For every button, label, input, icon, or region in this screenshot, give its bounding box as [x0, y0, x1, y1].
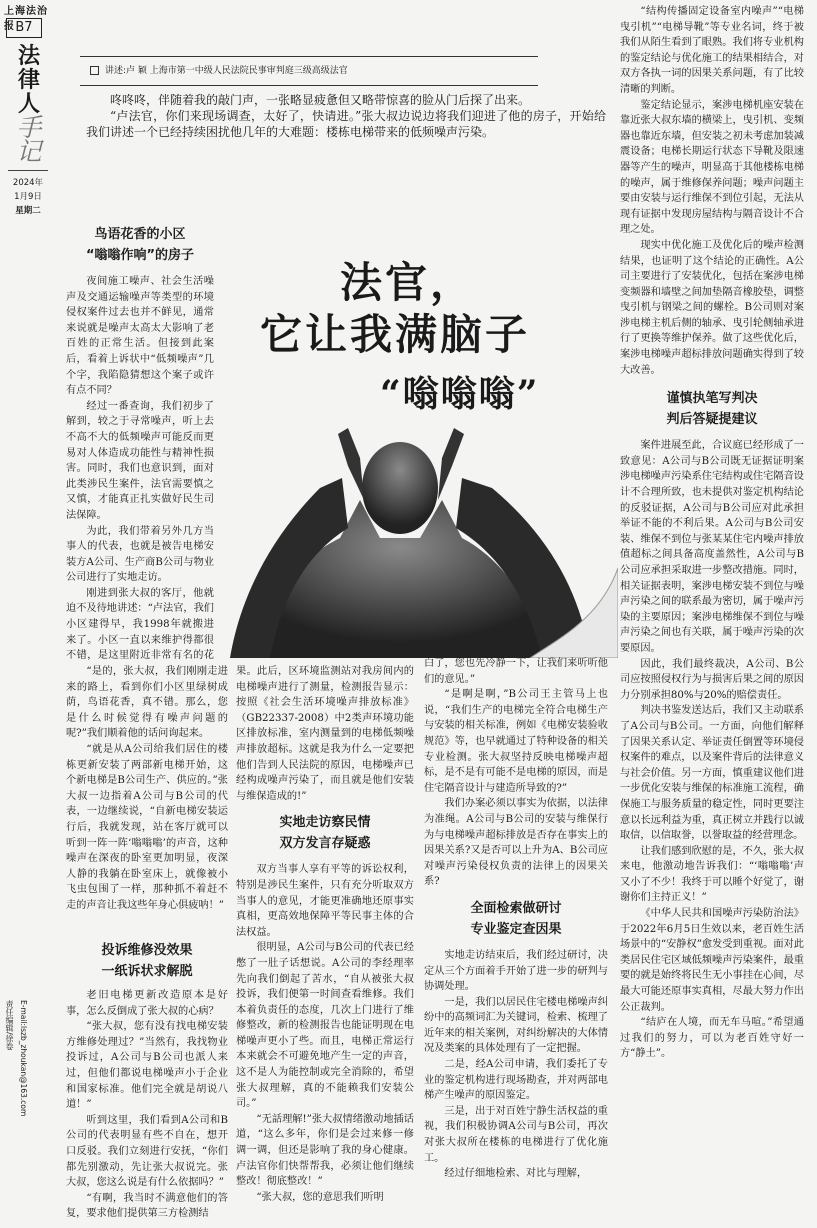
subheading: 专业鉴定查因果 [470, 921, 562, 937]
issue-date: 1月9日 [14, 192, 42, 202]
paragraph: 《中华人民共和国噪声污染防治法》于2022年6月5日生效以来，老百姓生活场景中的“安静权”愈发受到重视。面对此类居民住宅区域低频噪声污染案件，最重要的就是始终将民生无小事挂在心间，尽最大可能还原事实真相，尽最大努力作出公正裁判。 [620, 908, 804, 1013]
column-2 [236, 664, 414, 1228]
paragraph: “结构传播固定设备室内噪声”“电梯曳引机”“电梯导靴”等专业名词，终于被我们从陌生看到了眼熟。我们将专业机构的鉴定结论与优化施工的结果相结合，对双方各执一词的因果关系问题，有了比较清晰的判断。 [620, 6, 804, 95]
intro-paragraph: 咚咚咚，伴随着我的敲门声，一张略显疲惫但又略带惊喜的脸从门后探了出来。 [110, 93, 531, 107]
headline-block [230, 238, 618, 658]
headline-line-3: “嗡嗡嗡” [380, 373, 540, 415]
paragraph: “就是从A公司给我们居住的楼栋更新安装了两部新电梯开始，这个新电梯是B公司生产、供应的。”张大叔一边指着A公司与B公司的代表，一边继续说，“自新电梯安装运行后，我就发现，站在客厅就可以听到一阵一阵‘嗡嗡嗡’的声音，这种噪声在深夜的卧室更加明显，夜深人静的我躺在卧室床上，就像被小飞虫包围了一样，那种抓不着赶不走的声音让我这些年身心俱疲呐！” [66, 743, 228, 911]
paragraph: 很明显，A公司与B公司的代表已经憋了一肚子话想说。A公司的李经理率先向我们倒起了苦水，“自从被张大叔投诉，我们便第一时间查看维修。我们本着负责任的态度，几次上门进行了维修整改，新的检测报告也能证明现在电梯噪声更小了些。而且，电梯正常运行本来就会不可避免地产生一定的声音，这不是人为能控制或完全消除的，希望张大叔理解，真的不能赖我们安装公司。” [236, 942, 414, 1110]
paragraph: 因此，我们最终裁决，A公司、B公司应按照侵权行为与损害后果之间的原因力分别承担80%与20%的赔偿责任。 [620, 658, 804, 701]
paragraph: 夜间施工噪声、社会生活噪声及交通运输噪声等类型的环境侵权案件过去也并不鲜见，通常来说就是噪声太高太大影响了老百姓的正常生活。但接到此案后，看着上诉状中“低频噪声”几个字，我陷隐猜想这个案子或许有点不同？ [66, 276, 214, 397]
column-3 [424, 656, 608, 1228]
paragraph: “是的，张大叔，我们刚刚走进来的路上，看到你们小区里绿树成荫，鸟语花香，真不错。那么，您是什么时候觉得有噪声问题的呢?”我们顺着他的话问询起来。 [66, 666, 228, 740]
paragraph: “是啊是啊，”B公司王主管马上也说，“我们生产的电梯完全符合电梯生产与安装的相关标准，例如《电梯安装验收规范》等，也早就通过了特种设备的相关专业检测。张大叔坚持反映电梯噪声超标，是不是有可能不是电梯的原因，而是住宅隔音设计与建造所导致的?” [424, 689, 608, 794]
subheading: 鸟语花香的小区 [94, 227, 186, 242]
paragraph: 实地走访结束后，我们经过研讨，决定从三个方面着手开始了进一步的研判与协调处理。 [424, 949, 608, 993]
subheading: 实地走访察民情 [279, 815, 371, 831]
subheading: “嗡嗡作响”的房子 [85, 248, 195, 263]
section-char-5: 记 [16, 137, 42, 166]
paragraph: 经过仔细地检索、对比与理解， [444, 1168, 588, 1180]
newspaper-logo: 上海法治报 [4, 6, 48, 32]
headline-line-2: 它让我满脑子 [260, 310, 531, 359]
byline: 讲述:卢 颖 上海市第一中级人民法院民事审判庭三级高级法官 [80, 56, 538, 86]
paragraph: 果。此后，区环境监测站对我房间内的电梯噪声进行了测量，检测报告显示：按照《社会生活环境噪声排放标准》（GB22337-2008）中2类声环境功能区排放标准，室内测量到的电梯低频噪声排放超标。这就是我为什么一定要把他们告到人民法院的原因，电梯噪声已经构成噪声污染了，而且就是他们安装与维保造成的!” [236, 666, 414, 802]
subheading: 投诉维修没效果 [101, 943, 193, 958]
intro-paragraph: “卢法官，你们来现场调查，太好了，快请进。”张大叔边说边将我们迎进了他的房子，开始给我们讲述一个已经持续困扰他几年的大难题：楼栋电梯带来的低频噪声污染。 [86, 109, 606, 139]
paragraph: 双方当事人享有平等的诉讼权利，特别是涉民生案件，只有充分听取双方当事人的意见，才能更准确地还原事实真相，更高效地保障平等民事主体的合法权益。 [236, 864, 414, 938]
subheading: 判后答疑提建议 [666, 412, 758, 428]
paragraph: 老旧电梯更新改造原本是好事，怎么反倒成了张大叔的心病？ [66, 990, 228, 1017]
column-1-middle [66, 664, 228, 940]
subheading: 全面检索做研讨 [470, 900, 562, 916]
masthead-divider [8, 170, 48, 171]
paragraph: 一是，我们以居民住宅楼电梯噪声纠纷中的高频词汇为关键词，检索、梳理了近年来的相关案例，对纠纷解决的大体情况及类案的具体处理有了一定把握。 [424, 996, 608, 1055]
paragraph: 判决书鉴发送达后，我们又主动联系了A公司与B公司。一方面，向他们解释了因果关系认定、举证责任倒置等环境侵权案件的难点，以及案件背后的法律意义与社会价值。另一方面，慎重建议他们进一步优化安装与维保的标准施工流程，确保施工与服务质量的稳定性，同时更要注意以长远利益为重，真正树立并践行以诚取信，以信取誉，以誉取益的经营理念。 [620, 705, 804, 842]
paragraph: 经过一番查询，我们初步了解到，较之于寻常噪声，听上去不高不大的低频噪声可能反而更易对人体造成功能性与精神性损害。同时，我们也意识到，面对此类涉民生案件，法官需要慎之又慎，才能真正扎实做好民生司法保障。 [66, 400, 214, 521]
paragraph: 现实中优化施工及优化后的噪声检测结果，也证明了这个结论的正确性。A公司主要进行了安装优化，包括在案涉电梯变频器和墙壁之间加垫隔音橡胶垫，调整曳引机与钢梁之间的螺栓。B公司则对案涉电梯主机后侧的轴承、曳引轮侧轴承进行了更换等维护保养。做了这些优化后，案涉电梯噪声超标排放问题确实得到了较大改善。 [620, 239, 804, 376]
subheading: 双方发言存疑惑 [279, 836, 371, 852]
editor-credit: 责任编辑/徐卷 [5, 1000, 14, 1051]
paragraph: 白了，您也先冷静一下，让我们来听听他们的意见。” [424, 658, 608, 685]
paragraph: 为此，我们带着另外几方当事人的代表，也就是被告电梯安装方A公司、生产商B公司与物业公司进行了实地走访。 [66, 525, 214, 584]
paragraph: “有啊，我当时不满意他们的答复，要求他们提供第三方检测结 [66, 1192, 228, 1220]
square-icon [90, 66, 99, 75]
column-4 [620, 4, 804, 1228]
section-title [14, 44, 44, 164]
headline-line-1: 法官， [340, 258, 476, 307]
paragraph: 案件进展至此，合议庭已经形成了一致意见：A公司与B公司既无证据证明案涉电梯噪声污染系住宅结构或住宅隔音设计不合理所致，也未提供对鉴定机构结论的反驳证据，A公司与B公司应对此承担举证不能的不利后果。A公司与B公司安装、维保不到位与张某某住宅内噪声排放值超标之间具备高度盖然性，A公司与B公司应承担采取进一步整改措施。同时，相关证据表明，案涉电梯安装不到位与噪声污染之间的联系最为密切，属于噪声污染的主要原因；案涉电梯维保不到位与噪声污染之间也有关联，属于噪声污染的次要原因。 [620, 440, 804, 654]
column-1-top [66, 224, 214, 664]
paragraph: 二是，经A公司申请，我们委托了专业的鉴定机构进行现场勘查，并对两部电梯产生噪声的原因鉴定。 [424, 1059, 608, 1102]
paragraph: 让我们感到欣慰的是，不久，张大叔来电，他激动地告诉我们：“‘嗡嗡嗡’声又小了不少！我终于可以睡个好觉了，谢谢你们主持正义！” [620, 845, 804, 904]
section-char-1: 法 [17, 43, 40, 69]
section-char-4: 手 [16, 113, 42, 142]
paragraph: 刚进到张大叔的客厅，他就迫不及待地讲述：“卢法官，我们小区建得早，我1998年就搬进来了。小区一直以来维护得都很不错，是这里附近非常有名的花 [66, 587, 214, 662]
paragraph: 我们办案必须以事实为依据，以法律为准绳。A公司与B公司的安装与维保行为与电梯噪声超标排放是否存在事实上的因果关系?又是否可以上升为A、B公司应对噪声污染侵权负责的法律上的因果关系? [424, 798, 608, 888]
editor-email: E-mail:lszb_zhoukan@163.com [19, 1000, 28, 1117]
masthead [0, 0, 58, 1228]
issue-weekday: 星期二 [15, 206, 41, 216]
subheading: 一纸诉状求解脱 [101, 964, 193, 979]
section-char-3: 人 [17, 91, 40, 117]
intro [86, 92, 606, 176]
issue-year: 2024年 [12, 178, 44, 188]
subheading: 谨慎执笔写判决 [666, 391, 758, 407]
paragraph: 鉴定结论显示，案涉电梯机座安装在靠近张大叔东墙的横梁上，曳引机、变频器也靠近东墙，但安装之初未考虑加装减震设备；电梯长期运行状态下导靴及限速器等产生的噪声，明显高于其他楼栋电梯的噪声，属于维修保养问题；噪声问题主要由安装与运行维保不到位引起，无法从现有证据中发现房屋结构与隔音设计不合理之处。 [620, 99, 804, 236]
paragraph: “张大叔，您有没有找电梯安装方维修处理过？”当然有，我找物业投诉过，A公司与B公司也派人来过，但他们都说电梯噪声小于企业和国家标准。他们完全就是胡说八道！” [66, 1021, 228, 1111]
page-number: B7 [6, 18, 42, 38]
paragraph: “张大叔，您的意思我们听明 [256, 1191, 384, 1203]
paragraph: “无話理解!”张大叔情绪激动地插话道，“这么多年，你们是会过来修一修调一调，但还是影响了我的身心健康。卢法官你们快帮帮我，必须让他们继续整改！彻底整改！” [236, 1113, 414, 1188]
paragraph: 听到这里，我们看到A公司和B公司的代表明显有些不自在，想开口反驳。我们立刻进行安抚，“你们都先别激动，先让张大叔说完。张大叔，您这么说是有什么依据吗？” [66, 1114, 228, 1189]
section-char-2: 律 [17, 67, 40, 93]
paragraph: “结庐在人境，而无车马喧。”希望通过我们的努力，可以为老百姓守好一方“静土”。 [620, 1017, 804, 1060]
paragraph: 三是，出于对百姓宁静生活权益的重视，我们积极协调A公司与B公司，再次对张大叔所在楼栋的电梯进行了优化施工。 [424, 1105, 608, 1164]
column-1-bottom [66, 940, 228, 1228]
